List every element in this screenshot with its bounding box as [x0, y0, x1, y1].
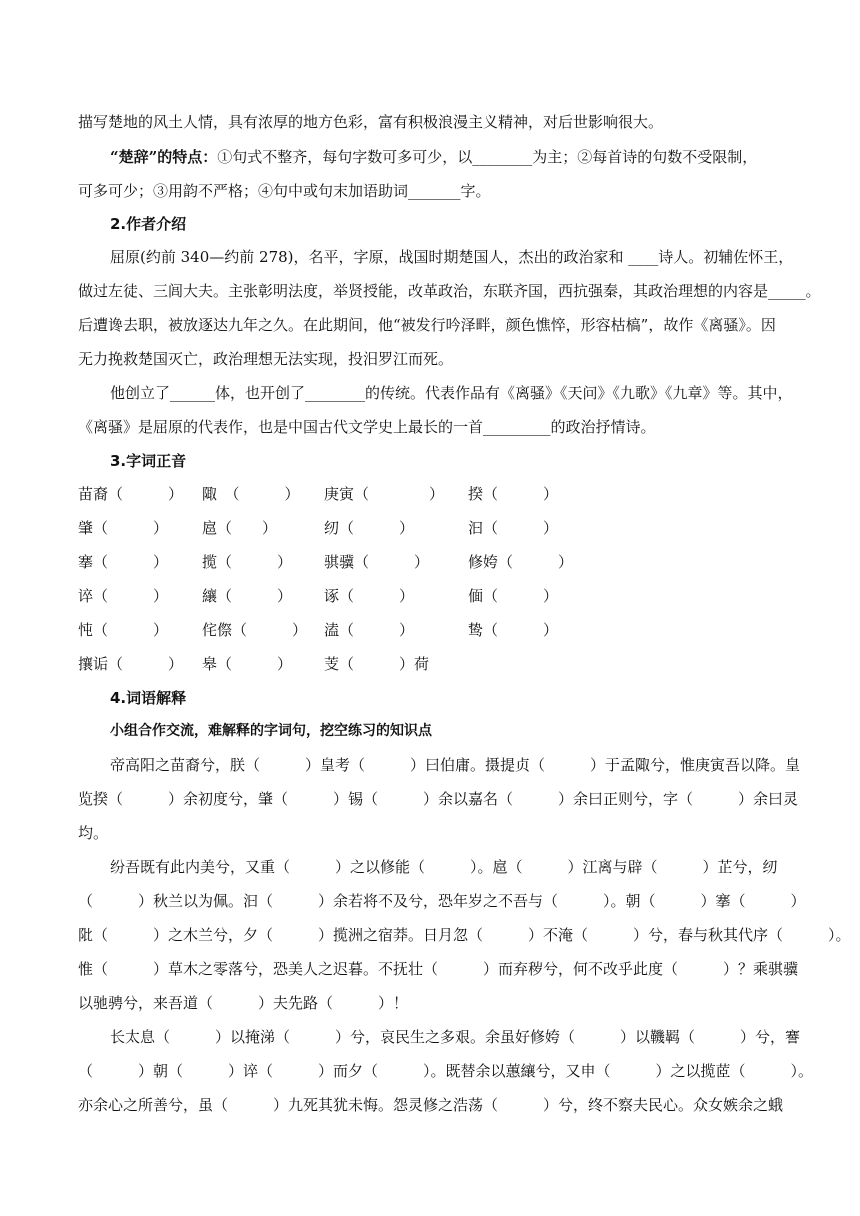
pronunciation-item: 扈（ ）	[202, 519, 278, 537]
pronunciation-item: 庚寅（ ）	[324, 485, 445, 503]
pronunciation-item: 揽（ ）	[202, 553, 293, 571]
pronunciation-item: 偭（ ）	[468, 587, 559, 605]
pronunciation-item: 溘（ ）	[324, 621, 415, 639]
author-paragraph-line: 无力挽救楚国灭亡，政治理想无法实现，投汨罗江而死。	[78, 350, 454, 368]
chuci-label: “楚辞”的特点：	[110, 148, 218, 166]
pronunciation-item: 修姱（ ）	[468, 553, 574, 571]
pronunciation-item: 搴（ ）	[78, 553, 169, 571]
pronunciation-item: 芰（ ）荷	[324, 655, 430, 673]
pronunciation-item: 诼（ ）	[324, 587, 415, 605]
pronunciation-item: 忳（ ）	[78, 621, 169, 639]
author-paragraph-line: 屈原(约前 340—约前 278)，名平，字原，战国时期楚国人，杰出的政治家和 ____诗人。初辅佐怀王，	[110, 248, 794, 266]
vocab-paragraph-line: 惟（ ）草木之零落兮，恐美人之迟暮。不抚壮（ ）而弃秽兮，何不改乎此度（ ）？乘骐骥	[78, 960, 799, 978]
pronunciation-item: 揆（ ）	[468, 485, 559, 503]
vocab-paragraph-line: 亦余心之所善兮，虽（ ）九死其犹未悔。怨灵修之浩荡（ ）兮，终不察夫民心。众女嫉余之蛾	[78, 1096, 784, 1114]
pronunciation-item: 皋（ ）	[202, 655, 293, 673]
chuci-features-line	[110, 147, 820, 167]
pronunciation-item: 汩（ ）	[468, 519, 559, 537]
author-paragraph-line: 《离骚》是屈原的代表作，也是中国古代文学史上最长的一首_________的政治抒情诗。	[78, 418, 656, 436]
pronunciation-item: 苗裔（ ）	[78, 485, 184, 503]
vocab-paragraph-line: 纷吾既有此内美兮，又重（ ）之以修能（ ）。扈（ ）江离与辟（ ）芷兮，纫	[110, 858, 778, 876]
chuci-text: ①句式不整齐，每句字数可多可少，以________为主；②每首诗的句数不受限制，	[217, 148, 758, 166]
vocab-paragraph-line: 帝高阳之苗裔兮，朕（ ）皇考（ ）曰伯庸。摄提贞（ ）于孟陬兮，惟庚寅吾以降。皇	[110, 756, 801, 774]
pronunciation-item: 骐骥（ ）	[324, 553, 430, 571]
vocab-paragraph-line: 均。	[78, 824, 109, 842]
pronunciation-row	[78, 484, 778, 506]
vocab-paragraph-line: （ ）秋兰以为佩。汩（ ）余若将不及兮，恐年岁之不吾与（ ）。朝（ ）搴（ ）	[78, 892, 806, 910]
pronunciation-row	[78, 586, 778, 608]
author-paragraph-line: 后遭谗去职，被放逐达九年之久。在此期间，他“被发行吟泽畔，颜色憔悴，形容枯槁”，故作《离骚》。因	[78, 316, 776, 334]
vocab-paragraph-line: 长太息（ ）以掩涕（ ）兮，哀民生之多艰。余虽好修姱（ ）以鞿羁（ ）兮，謇	[110, 1028, 801, 1046]
section-heading-pronunciation: 3.字词正音	[110, 452, 187, 470]
pronunciation-item: 纫（ ）	[324, 519, 415, 537]
pronunciation-row	[78, 518, 778, 540]
author-paragraph-line: 他创立了______体，也开创了________的传统。代表作品有《离骚》《天问》《九歌》《九章》等。其中，	[110, 384, 793, 402]
pronunciation-item: 陬 （ ）	[202, 485, 300, 503]
author-paragraph-line: 做过左徒、三闾大夫。主张彰明法度，举贤授能，改革政治，东联齐国，西抗强秦，其政治理想的内容是_____。	[78, 282, 821, 300]
pronunciation-item: 纕（ ）	[202, 587, 293, 605]
pronunciation-item: 攘诟（ ）	[78, 655, 184, 673]
vocab-paragraph-line: 览揆（ ）余初度兮，肇（ ）锡（ ）余以嘉名（ ）余曰正则兮，字（ ）余曰灵	[78, 790, 799, 808]
section-heading-vocabulary: 4.词语解释	[110, 689, 187, 707]
chuci-features-line-2: 可多可少；③用韵不严格；④句中或句末加语助词_______字。	[78, 182, 491, 200]
vocabulary-instruction: 小组合作交流，难解释的字词句，挖空练习的知识点	[110, 723, 432, 739]
pronunciation-row	[78, 552, 778, 574]
pronunciation-row	[78, 620, 778, 642]
pronunciation-item: 肇（ ）	[78, 519, 169, 537]
vocab-paragraph-line: 阰（ ）之木兰兮，夕（ ）揽洲之宿莽。日月忽（ ）不淹（ ）兮，春与秋其代序（ ）。	[78, 926, 851, 944]
pronunciation-item: 鸷（ ）	[468, 621, 559, 639]
pronunciation-item: 谇（ ）	[78, 587, 169, 605]
vocab-paragraph-line: 以驰骋兮，来吾道（ ）夫先路（ ）！	[78, 994, 409, 1012]
pronunciation-item: 侘傺（ ）	[202, 621, 308, 639]
section-heading-author: 2.作者介绍	[110, 215, 187, 233]
pronunciation-row	[78, 654, 778, 676]
vocab-paragraph-line: （ ）朝（ ）谇（ ）而夕（ ）。既替余以蕙纕兮，又申（ ）之以揽茝（ ）。	[78, 1062, 814, 1080]
intro-line: 描写楚地的风土人情，具有浓厚的地方色彩，富有积极浪漫主义精神，对后世影响很大。	[78, 113, 664, 131]
